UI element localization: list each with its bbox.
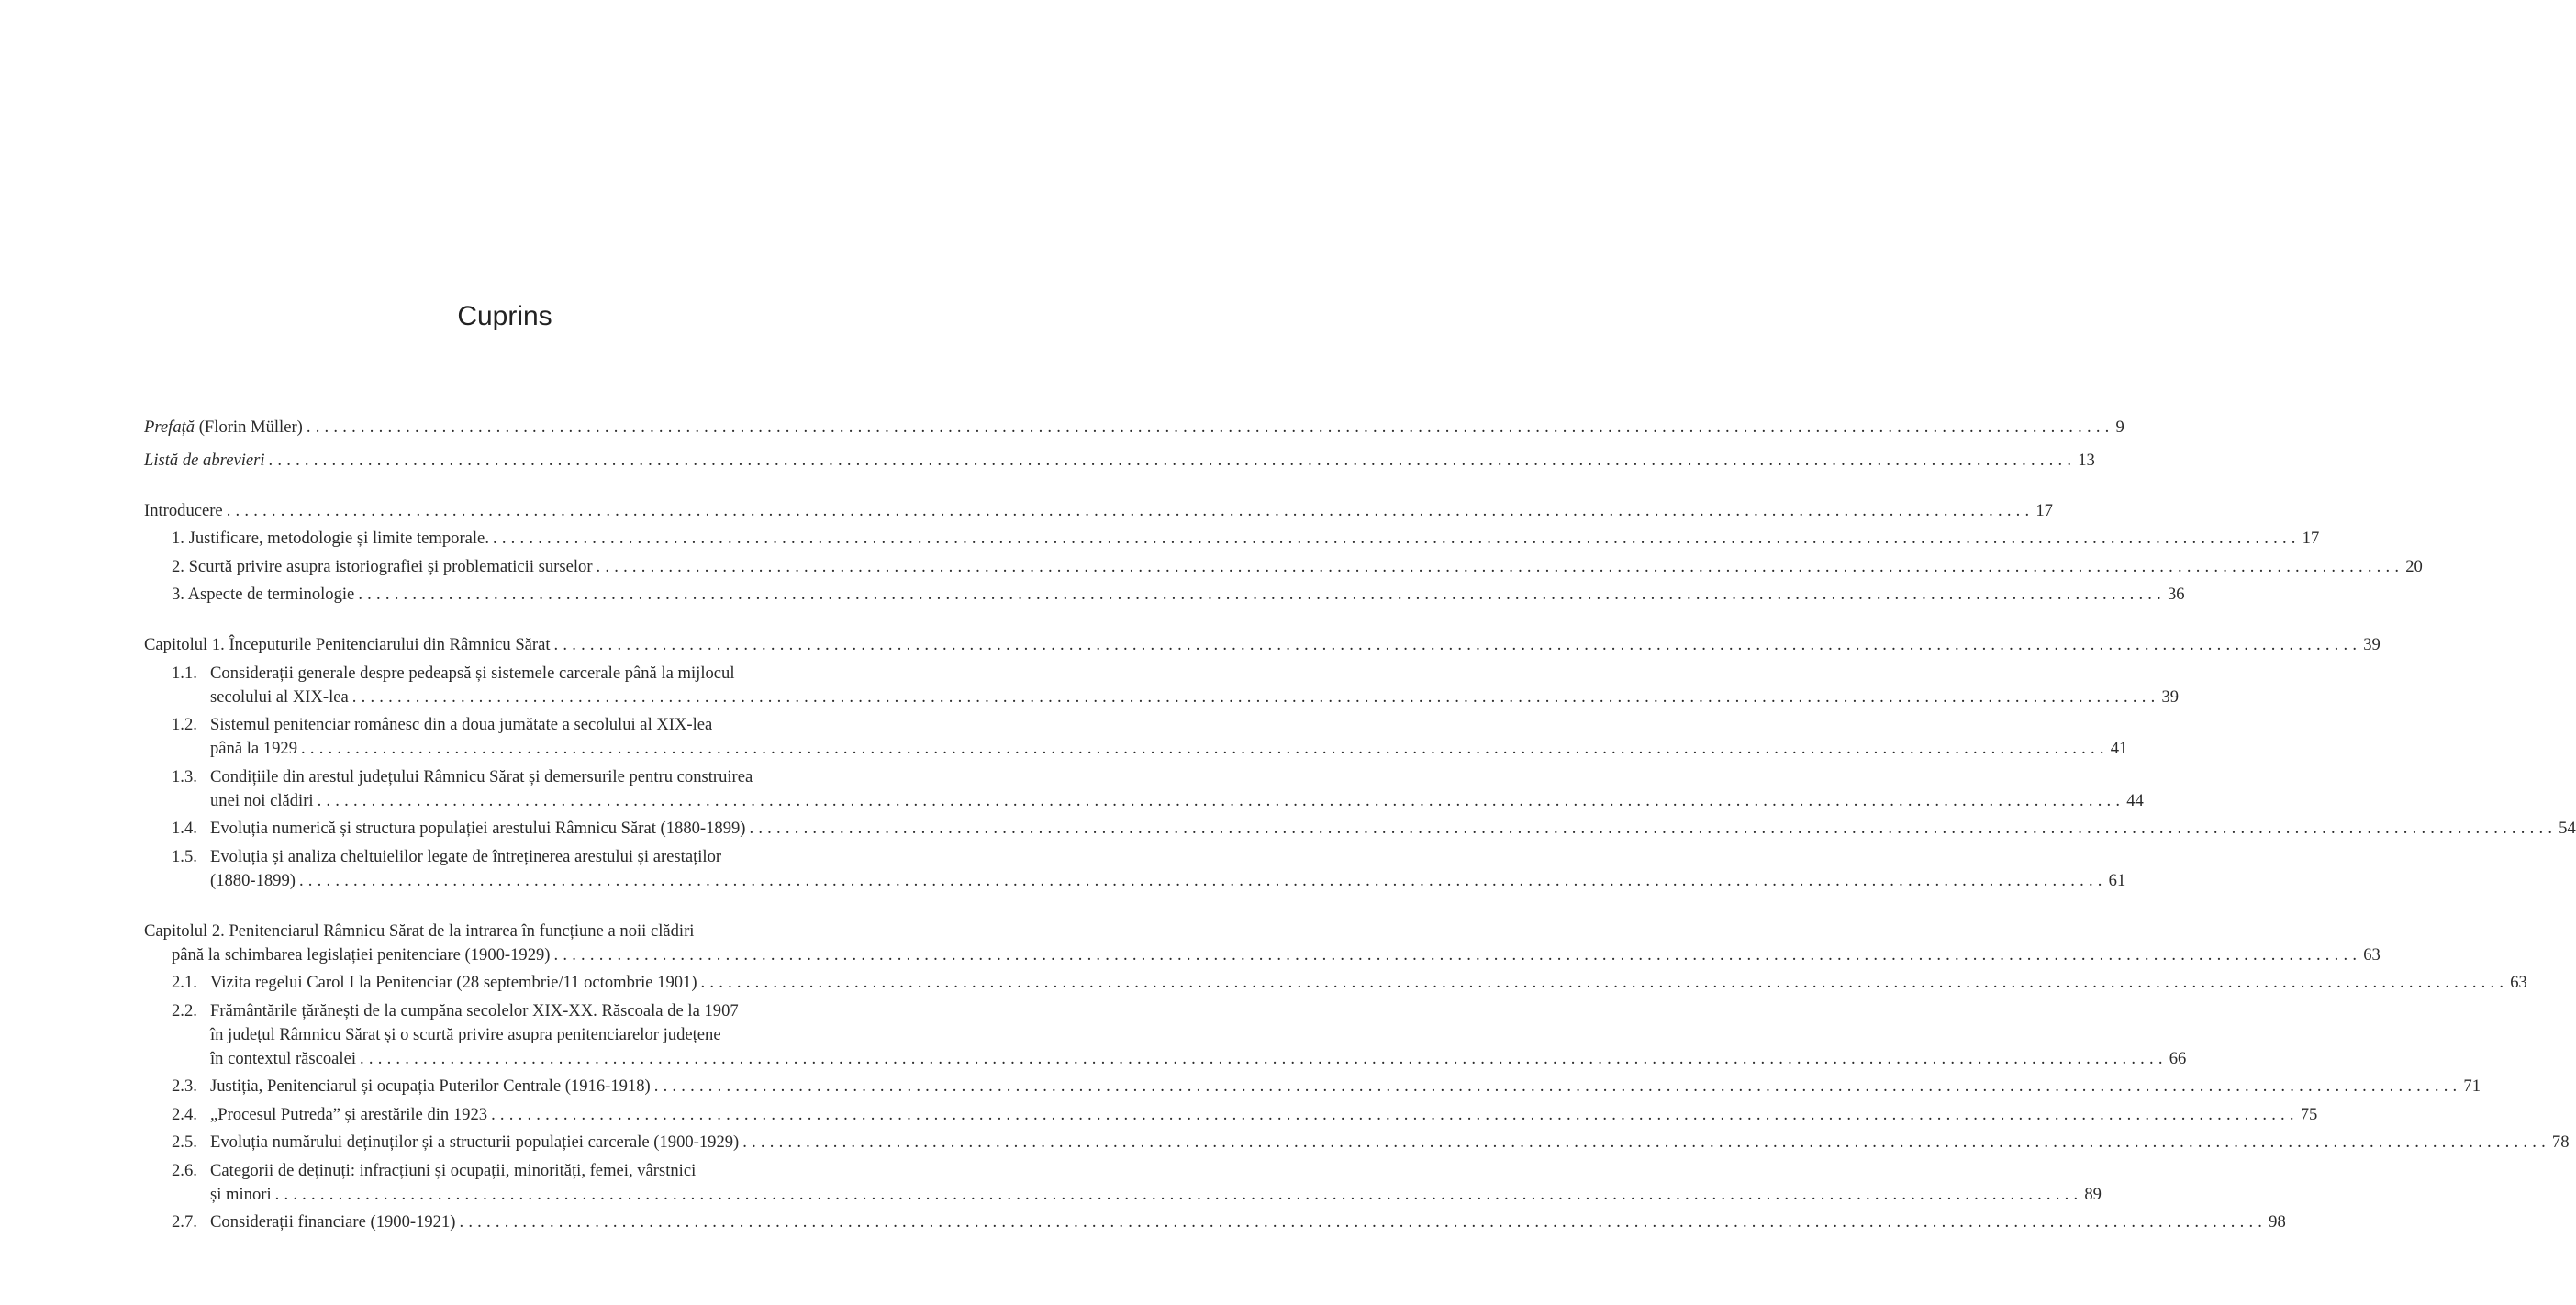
entry-number: 1.5. bbox=[172, 846, 197, 866]
entry-title bbox=[210, 971, 697, 995]
table-of-contents bbox=[144, 411, 2576, 1234]
page-number: 89 bbox=[2084, 1184, 2102, 1204]
entry-line bbox=[210, 713, 865, 737]
toc-entry[interactable] bbox=[144, 1210, 2286, 1234]
page-title: Cuprins bbox=[457, 301, 552, 331]
entry-title-text: (1880-1899) bbox=[210, 870, 296, 890]
entry-text bbox=[144, 416, 2124, 440]
entry-line bbox=[210, 662, 865, 686]
entry-title-text: în județul Râmnicu Sărat și o scurtă privire asupra penitenciarelor județene bbox=[210, 1024, 721, 1044]
entry-line bbox=[210, 1131, 2570, 1154]
entry-text bbox=[144, 1103, 2318, 1127]
entry-number: 1.3. bbox=[172, 766, 197, 786]
entry-title-text: Evoluția numerică și structura populației arestului Râmnicu Sărat (1880-1899) bbox=[210, 819, 746, 838]
entry-number: 2.4. bbox=[172, 1104, 197, 1124]
entry-title bbox=[210, 1025, 721, 1044]
toc-entry[interactable] bbox=[144, 416, 2124, 440]
entry-title bbox=[210, 1103, 487, 1127]
page-number: 71 bbox=[2463, 1076, 2481, 1096]
entry-number: 2.6. bbox=[172, 1160, 197, 1180]
toc-entry[interactable] bbox=[144, 845, 2126, 893]
dot-leader: ........................................................................................................................................................................................................ bbox=[360, 1048, 2168, 1068]
entry-line bbox=[210, 737, 2128, 761]
toc-entry[interactable] bbox=[144, 1131, 2570, 1154]
entry-title-italic: Prefață bbox=[144, 417, 195, 437]
dot-leader: ........................................................................................................................................................................................................ bbox=[491, 1104, 2299, 1124]
entry-line bbox=[210, 1210, 2286, 1234]
entry-number: 2.3. bbox=[172, 1076, 197, 1096]
entry-line bbox=[172, 583, 2185, 607]
page-number: 63 bbox=[2510, 973, 2527, 992]
entry-title-text: și minori bbox=[210, 1184, 272, 1204]
entry-title bbox=[210, 767, 753, 786]
toc-entry[interactable] bbox=[144, 527, 2320, 551]
entry-text bbox=[144, 1159, 2102, 1207]
dot-leader: ........................................................................................................................................................................................................ bbox=[700, 973, 2509, 992]
entry-text bbox=[144, 765, 2144, 813]
entry-text bbox=[144, 583, 2185, 607]
entry-line bbox=[210, 999, 865, 1023]
entry-number: 2.7. bbox=[172, 1212, 197, 1232]
entry-text bbox=[144, 1131, 2570, 1154]
toc-entry[interactable] bbox=[144, 1103, 2318, 1127]
entry-text bbox=[144, 845, 2126, 893]
entry-title bbox=[144, 921, 694, 941]
dot-leader: ........................................................................................................................................................................................................ bbox=[351, 686, 2160, 707]
entry-text bbox=[144, 449, 2095, 473]
entry-number: 1.4. bbox=[172, 819, 197, 838]
entry-number: 1.1. bbox=[172, 663, 197, 683]
entry-title-text: unei noi clădiri bbox=[210, 790, 314, 810]
dot-leader: ........................................................................................................................................................................................................ bbox=[553, 944, 2362, 965]
entry-text bbox=[144, 633, 2381, 657]
dot-leader: ........................................................................................................................................................................................................ bbox=[596, 556, 2404, 576]
entry-title bbox=[144, 633, 551, 657]
entry-title-text: 3. Aspecte de terminologie bbox=[172, 585, 355, 604]
entry-line bbox=[210, 1047, 2187, 1071]
page-number: 17 bbox=[2035, 500, 2053, 520]
entry-title bbox=[144, 449, 265, 473]
dot-leader: ........................................................................................................................................................................................................ bbox=[749, 819, 2558, 838]
entry-line bbox=[144, 943, 2381, 967]
page-number: 20 bbox=[2405, 556, 2423, 576]
entry-line bbox=[210, 845, 865, 869]
entry-line bbox=[210, 1023, 865, 1047]
entry-title bbox=[210, 715, 712, 734]
dot-leader: ........................................................................................................................................................................................................ bbox=[301, 739, 2109, 758]
entry-title bbox=[172, 583, 354, 607]
dot-leader: ........................................................................................................................................................................................................ bbox=[358, 585, 2166, 604]
entry-title-text: până la schimbarea legislației penitenciare (1900-1929) bbox=[172, 944, 551, 965]
entry-text bbox=[144, 971, 2527, 995]
page-number: 61 bbox=[2108, 870, 2126, 890]
entry-line bbox=[210, 1103, 2318, 1127]
entry-line bbox=[210, 1183, 2102, 1207]
entry-title-text: Frământările țărănești de la cumpăna secolelor XIX-XX. Răscoala de la 1907 bbox=[210, 1000, 739, 1021]
entry-title-text: (Florin Müller) bbox=[195, 417, 303, 437]
page-number: 63 bbox=[2363, 944, 2381, 965]
page-number: 44 bbox=[2126, 790, 2144, 810]
entry-title bbox=[210, 847, 721, 866]
dot-leader: ........................................................................................................................................................................................................ bbox=[459, 1212, 2268, 1232]
entry-text bbox=[144, 499, 2053, 523]
toc-entry[interactable] bbox=[144, 999, 2187, 1071]
entry-title-text: Capitolul 1. Începuturile Penitenciarului din Râmnicu Sărat bbox=[144, 635, 551, 654]
entry-title bbox=[210, 1001, 739, 1021]
entry-number: 2.2. bbox=[172, 1000, 197, 1021]
entry-title-text: până la 1929 bbox=[210, 739, 298, 758]
dot-leader: ........................................................................................................................................................................................................ bbox=[226, 500, 2035, 520]
dot-leader: ........................................................................................................................................................................................................ bbox=[274, 1184, 2083, 1204]
entry-title-text: Evoluția numărului deținuților și a structurii populației carcerale (1900-1929) bbox=[210, 1132, 740, 1152]
toc-entry[interactable] bbox=[144, 449, 2095, 473]
dot-leader: ........................................................................................................................................................................................................ bbox=[306, 417, 2114, 437]
entry-title bbox=[144, 499, 223, 523]
entry-title bbox=[210, 869, 296, 893]
page-number: 98 bbox=[2269, 1212, 2286, 1232]
entry-title-text: Capitolul 2. Penitenciarul Râmnicu Sărat de la intrarea în funcțiune a noii clădiri bbox=[144, 920, 695, 941]
toc-entry[interactable] bbox=[144, 583, 2185, 607]
toc-entry[interactable] bbox=[144, 817, 2576, 841]
page-number: 41 bbox=[2110, 739, 2128, 758]
entry-line bbox=[210, 765, 865, 789]
entry-title bbox=[144, 416, 303, 440]
entry-title-text: Condițiile din arestul județului Râmnicu Sărat și demersurile pentru construirea bbox=[210, 766, 753, 786]
entry-line bbox=[210, 1075, 2481, 1099]
entry-text bbox=[144, 817, 2576, 841]
page-number: 9 bbox=[2115, 417, 2124, 437]
page-number: 17 bbox=[2302, 529, 2320, 548]
toc-entry[interactable] bbox=[144, 499, 2053, 523]
entry-title-text: Evoluția și analiza cheltuielilor legate de întreținerea arestului și arestaților bbox=[210, 846, 722, 866]
entry-title bbox=[210, 1075, 651, 1099]
entry-text bbox=[144, 1075, 2481, 1099]
entry-title-text: 1. Justificare, metodologie și limite temporale. bbox=[172, 529, 489, 548]
entry-title bbox=[210, 737, 297, 761]
entry-line bbox=[144, 416, 2124, 440]
entry-line bbox=[172, 527, 2320, 551]
entry-title-italic: Listă de abrevieri bbox=[144, 450, 265, 470]
entry-line bbox=[144, 633, 2381, 657]
entry-number: 1.2. bbox=[172, 715, 197, 734]
entry-title-text: 2. Scurtă privire asupra istoriografiei și problematicii surselor bbox=[172, 556, 593, 576]
entry-text bbox=[144, 999, 2187, 1071]
dot-leader: ........................................................................................................................................................................................................ bbox=[298, 870, 2107, 890]
page-number: 36 bbox=[2168, 585, 2185, 604]
entry-title-text: Categorii de deținuți: infracțiuni și ocupații, minorități, femei, vârstnici bbox=[210, 1160, 697, 1180]
entry-title bbox=[172, 555, 593, 579]
toc-entry[interactable] bbox=[144, 555, 2423, 579]
entry-line bbox=[210, 686, 2180, 709]
page-number: 66 bbox=[2169, 1048, 2187, 1068]
entry-number: 2.1. bbox=[172, 973, 197, 992]
toc-entry[interactable] bbox=[144, 662, 2180, 709]
entry-text bbox=[144, 920, 2381, 967]
toc-entry[interactable] bbox=[144, 713, 2128, 761]
entry-line bbox=[210, 817, 2576, 841]
entry-title bbox=[210, 1183, 272, 1207]
toc-entry[interactable] bbox=[144, 920, 2381, 967]
entry-title-text: în contextul răscoalei bbox=[210, 1048, 357, 1068]
entry-title-text: Considerații financiare (1900-1921) bbox=[210, 1212, 456, 1232]
dot-leader: ........................................................................................................................................................................................................ bbox=[268, 450, 2077, 470]
entry-number: 2.5. bbox=[172, 1132, 197, 1152]
entry-title bbox=[210, 817, 745, 841]
entry-title-text: Vizita regelui Carol I la Penitenciar (28 septembrie/11 octombrie 1901) bbox=[210, 973, 697, 992]
entry-title bbox=[210, 1210, 455, 1234]
toc-entry[interactable] bbox=[144, 633, 2381, 657]
entry-title-text: Introducere bbox=[144, 500, 223, 520]
dot-leader: ........................................................................................................................................................................................................ bbox=[492, 529, 2301, 548]
entry-title-text: „Procesul Putreda” și arestările din 1923 bbox=[210, 1104, 488, 1124]
entry-text bbox=[144, 662, 2180, 709]
entry-line bbox=[172, 555, 2423, 579]
entry-title-text: secolului al XIX-lea bbox=[210, 686, 349, 707]
toc-entry[interactable] bbox=[144, 1159, 2102, 1207]
entry-line bbox=[144, 920, 865, 943]
entry-title bbox=[210, 1161, 696, 1180]
toc-entry[interactable] bbox=[144, 1075, 2481, 1099]
toc-entry[interactable] bbox=[144, 765, 2144, 813]
dot-leader: ........................................................................................................................................................................................................ bbox=[653, 1076, 2462, 1096]
entry-line bbox=[210, 1159, 865, 1183]
entry-line bbox=[144, 449, 2095, 473]
dot-leader: ........................................................................................................................................................................................................ bbox=[317, 790, 2125, 810]
entry-title bbox=[210, 1131, 739, 1154]
entry-title bbox=[210, 1047, 356, 1071]
entry-title bbox=[210, 686, 349, 709]
page-number: 39 bbox=[2161, 686, 2180, 707]
page-number: 54 bbox=[2559, 819, 2576, 838]
entry-line bbox=[144, 499, 2053, 523]
page-number: 13 bbox=[2078, 450, 2095, 470]
entry-text bbox=[144, 555, 2423, 579]
entry-text bbox=[144, 527, 2320, 551]
entry-text bbox=[144, 1210, 2286, 1234]
entry-title bbox=[172, 527, 489, 551]
page-number: 78 bbox=[2551, 1132, 2570, 1152]
entry-title bbox=[210, 664, 735, 683]
dot-leader: ........................................................................................................................................................................................................ bbox=[553, 635, 2362, 654]
entry-title-text: Considerații generale despre pedeapsă și sistemele carcerale până la mijlocul bbox=[210, 663, 735, 683]
page-number: 39 bbox=[2363, 635, 2381, 654]
entry-title-text: Justiția, Penitenciarul și ocupația Puterilor Centrale (1916-1918) bbox=[210, 1076, 651, 1096]
entry-text bbox=[144, 713, 2128, 761]
entry-title bbox=[172, 943, 551, 967]
entry-title-text: Sistemul penitenciar românesc din a doua jumătate a secolului al XIX-lea bbox=[210, 715, 713, 734]
page-number: 75 bbox=[2300, 1104, 2318, 1124]
toc-entry[interactable] bbox=[144, 971, 2527, 995]
entry-line bbox=[210, 971, 2527, 995]
entry-line bbox=[210, 869, 2126, 893]
entry-title bbox=[210, 789, 314, 813]
entry-line bbox=[210, 789, 2144, 813]
dot-leader: ........................................................................................................................................................................................................ bbox=[742, 1132, 2550, 1152]
